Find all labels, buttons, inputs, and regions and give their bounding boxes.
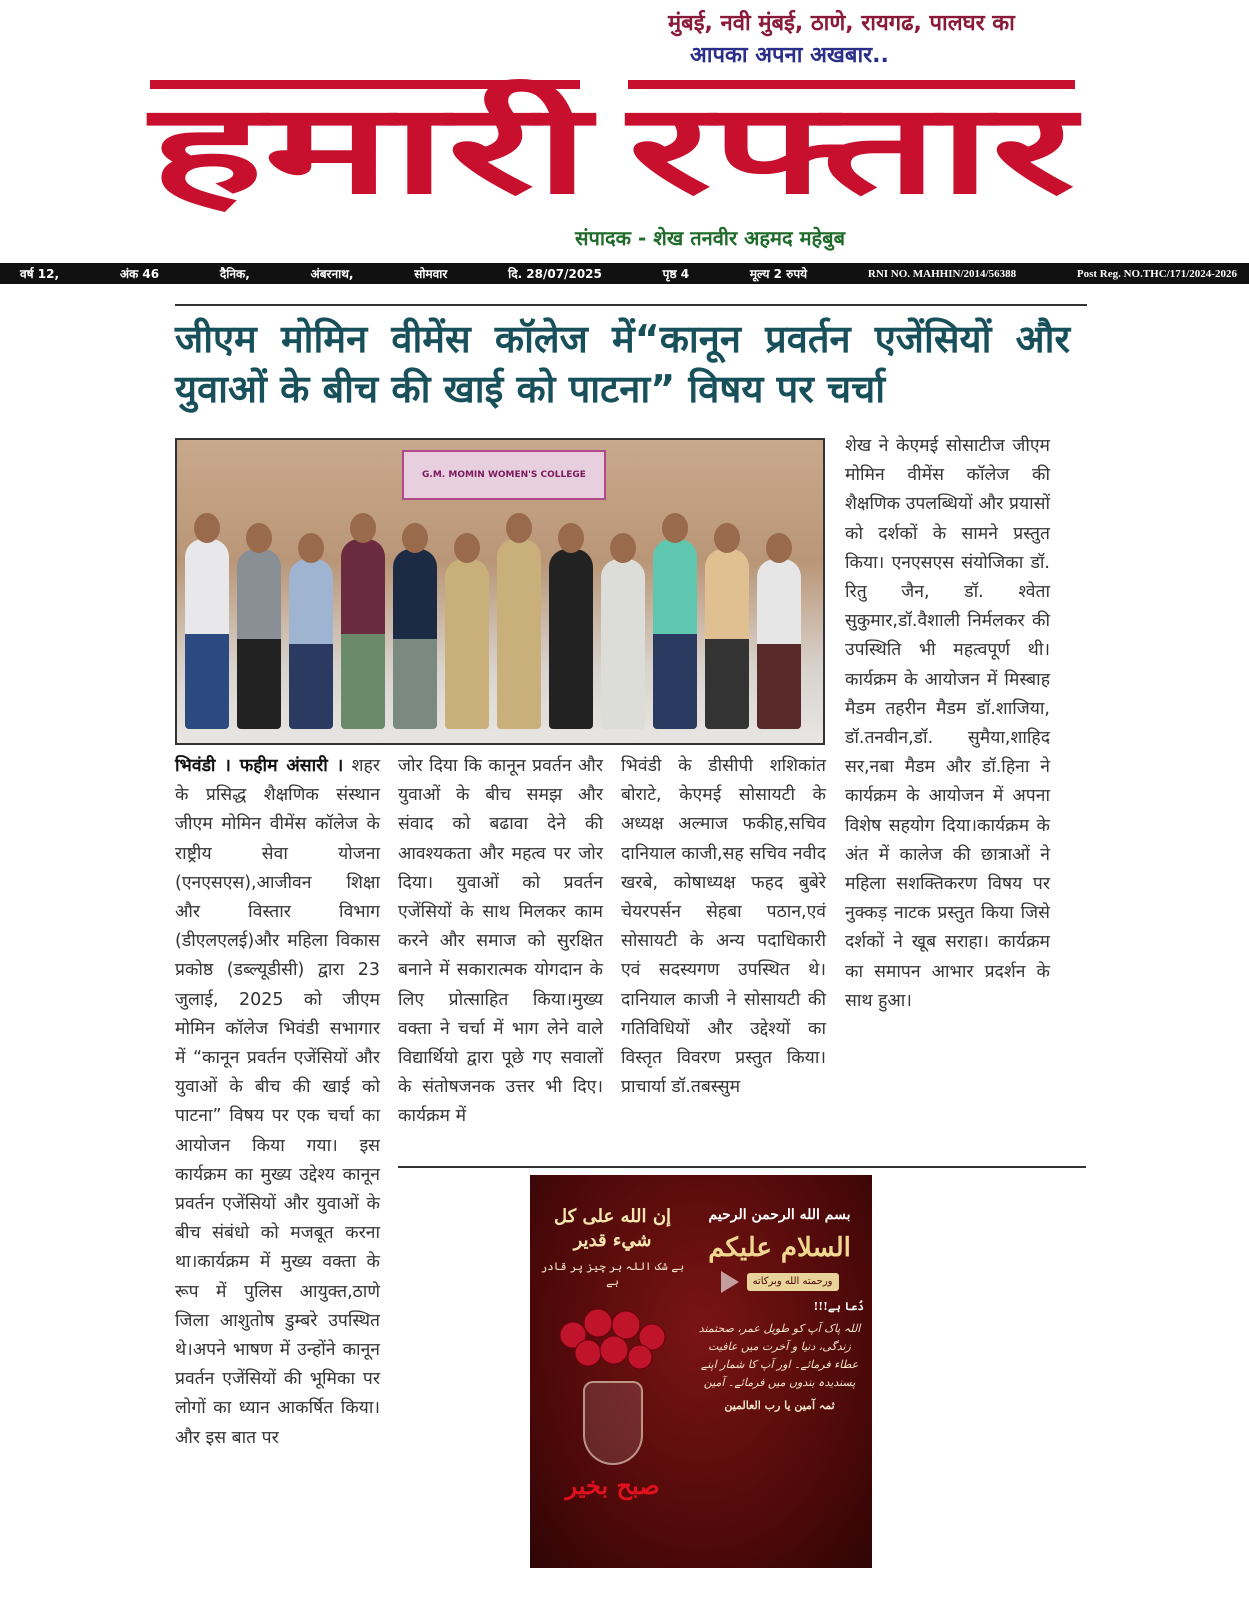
person: [237, 549, 281, 729]
article-column-4: शेख ने केएमई सोसाटीज जीएम मोमिन वीमेंस कॉलेज की शैक्षणिक उपलब्धियों और प्रयासों को दर्शकों के सामने प्रस्तुत किया। एनएसएस संयोजिका डॉ. रितु जैन, डॉ. श्वेता सुकुमार,डॉ.वैशाली निर्मलकर की उपस्थिति भी महत्वपूर्ण थी।कार्यक्रम के आयोजन में मिस्बाह मैडम तहरीन मैडम डॉ.शाजिया, डॉ.तनवीन,डॉ. सुमैया,शाहिद सर,नबा मैडम और डॉ.हिना ने कार्यक्रम के आयोजन में अपना विशेष सहयोग दिया।कार्यक्रम के अंत में कालेज की छात्राओं ने महिला सशक्तिकरण विषय पर नुक्कड़ नाटक प्रस्तुत किया जिसे दर्शकों ने खूब सराहा। कार्यक्रम का समापन आभार प्रदर्शन के साथ हुआ।: [845, 436, 1050, 1011]
price: मूल्य 2 रुपये: [749, 267, 808, 281]
page-number: पृष्ठ 4: [662, 267, 690, 281]
person: [341, 539, 385, 729]
day: सोमवार: [414, 267, 448, 281]
ad-good-morning: صبح بخیر: [565, 1471, 660, 1500]
person-head: [350, 513, 376, 543]
article-column-3: भिवंडी के डीसीपी शशिकांत बोराटे, केएमई सोसायटी के अध्यक्ष अल्माज फकीह,सचिव दानियाल काजी,सह सचिव नवीद खरबे, कोषाध्यक्ष फहद बुबेरे चेयरपर्सन सेहबा पठान,एवं सोसायटी के अन्य पदाधिकारी एवं सदस्यगण उपस्थित थे।दानियाल काजी ने सोसायटी की गतिविधियों और उद्देश्यों का विस्तृत विवरण प्रस्तुत किया।प्राचार्या डॉ.तबस्सुम: [621, 756, 826, 1098]
ad-left-column: [538, 1205, 687, 1558]
person: [705, 549, 749, 729]
person: [549, 549, 593, 729]
banner-text: G.M. MOMIN WOMEN'S COLLEGE: [422, 470, 586, 480]
article-photo: [175, 438, 825, 745]
person-head: [558, 523, 584, 553]
year: वर्ष 12,: [20, 267, 60, 281]
ad-dua-end: ثمہ آمین یا رب العالمین: [724, 1399, 835, 1412]
dateline: भिवंडी । फहीम अंसारी ।: [175, 756, 344, 776]
person-head: [298, 533, 324, 563]
ad-salaam: السلام علیکم: [708, 1233, 851, 1263]
person-head: [194, 513, 220, 543]
person: [289, 559, 333, 729]
person-head: [454, 533, 480, 563]
person-head: [766, 533, 792, 563]
date: दि. 28/07/2025: [508, 267, 602, 281]
vase-icon: [583, 1381, 643, 1465]
ad-salaam-row: [721, 1271, 839, 1293]
rni-number: RNI NO. MAHHIN/2014/56388: [867, 267, 1017, 280]
ad-dua: اللہ پاک آپ کو طویل عمر، صحتمند زندگی، دنیا و آخرت میں عافیت عطاء فرمائے۔ اور آپ کا شمار اپنے پسندیدہ بندوں میں فرمائے۔ آمین: [698, 1322, 861, 1389]
masthead-title-right: [628, 78, 1075, 222]
ad-verse: إن الله على كل شيء قدير: [554, 1206, 672, 1251]
person-head: [662, 513, 688, 543]
ad-salaam-sub: ورحمته الله وبرکاته: [747, 1273, 839, 1291]
issue: अंक 46: [119, 267, 160, 281]
person: [757, 559, 801, 729]
person-head: [402, 523, 428, 553]
person: [653, 539, 697, 729]
person-head: [246, 523, 272, 553]
ad-verse-translation: بے شک اللہ ہر چیز پر قادر ہے: [540, 1260, 685, 1288]
ad-dua-title: دُعا ہے!!!: [813, 1300, 864, 1313]
greeting-advertisement: [530, 1175, 872, 1568]
article-column-2: जोर दिया कि कानून प्रवर्तन और युवाओं के बीच समझ और संवाद को बढावा देने की आवश्यकता और महत्व पर जोर दिया। युवाओं को प्रवर्तन एजेंसियों के साथ मिलकर काम करने और समाज को सुरक्षित बनाने में सकारात्मक योगदान के लिए प्रोत्साहित किया।मुख्य वक्ता ने चर्चा में भाग लेने वाले विद्यार्थियो द्वारा पूछे गए सवालों के संतोषजनक उत्तर भी दिए। कार्यक्रम में: [398, 756, 603, 1127]
person: [497, 539, 541, 729]
person: [601, 559, 645, 729]
frequency: दैनिक,: [219, 267, 250, 281]
masthead-title-left: [150, 78, 590, 222]
person-head: [714, 523, 740, 553]
city: अंबरनाथ,: [310, 267, 354, 281]
masthead-title-word2: रफ्तार: [628, 78, 1075, 222]
masthead-tagline-line1: मुंबई, नवी मुंबई, ठाणे, रायगढ, पालघर का: [668, 11, 1015, 36]
ad-right-column: [695, 1205, 864, 1558]
masthead-tagline-line2: आपका अपना अखबार..: [690, 43, 889, 68]
person-head: [506, 513, 532, 543]
column-1-text: शहर के प्रसिद्ध शैक्षणिक संस्थान जीएम मोमिन वीमेंस कॉलेज के राष्ट्रीय सेवा योजना (एनएसएस),आजीवन शिक्षा और विस्तार विभाग (डीएलएलई)और महिला विकास प्रकोष्ठ (डब्ल्यूडीसी) द्वारा 23 जुलाई, 2025 को जीएम मोमिन कॉलेज भिवंडी सभागार में “कानून प्रवर्तन एजेंसियों और युवाओं के बीच की खाई को पाटना” विषय पर एक चर्चा का आयोजन किया गया। इस कार्यक्रम का मुख्य उद्देश्य कानून प्रवर्तन एजेंसियों और युवाओं के बीच संबंधो को मजबूत करना था।कार्यक्रम में मुख्य वक्ता के रूप में पुलिस आयुक्त,ठाणे जिला आशुतोष डुम्बरे उपस्थित थे।अपने भाषण में उन्होंने कानून प्रवर्तन एजेंसियों की भूमिका पर लोगों का ध्यान आकर्षित किया। और इस बात पर: [175, 756, 380, 1448]
bottom-rule: [398, 1166, 1086, 1168]
person-head: [610, 533, 636, 563]
college-banner: [402, 450, 606, 500]
article-headline: जीएम मोमिन वीमेंस कॉलेज में“कानून प्रवर्तन एजेंसियों और युवाओं के बीच की खाई को पाटना” विषय पर चर्चा: [175, 317, 1070, 411]
post-reg-number: Post Reg. NO.THC/171/2024-2026: [1076, 267, 1237, 280]
article-column-1: [175, 752, 380, 1453]
top-rule: [175, 304, 1087, 306]
person: [185, 539, 229, 729]
person: [445, 559, 489, 729]
play-icon[interactable]: [721, 1271, 739, 1293]
rose-bouquet-icon: [548, 1295, 678, 1375]
person: [393, 549, 437, 729]
masthead-title-word1: हमारी: [150, 78, 590, 222]
editor-line: संपादक - शेख तनवीर अहमद महेबुब: [575, 226, 845, 250]
ad-bismillah: بسم الله الرحمن الرحيم: [708, 1207, 851, 1223]
info-strip: [0, 263, 1249, 284]
